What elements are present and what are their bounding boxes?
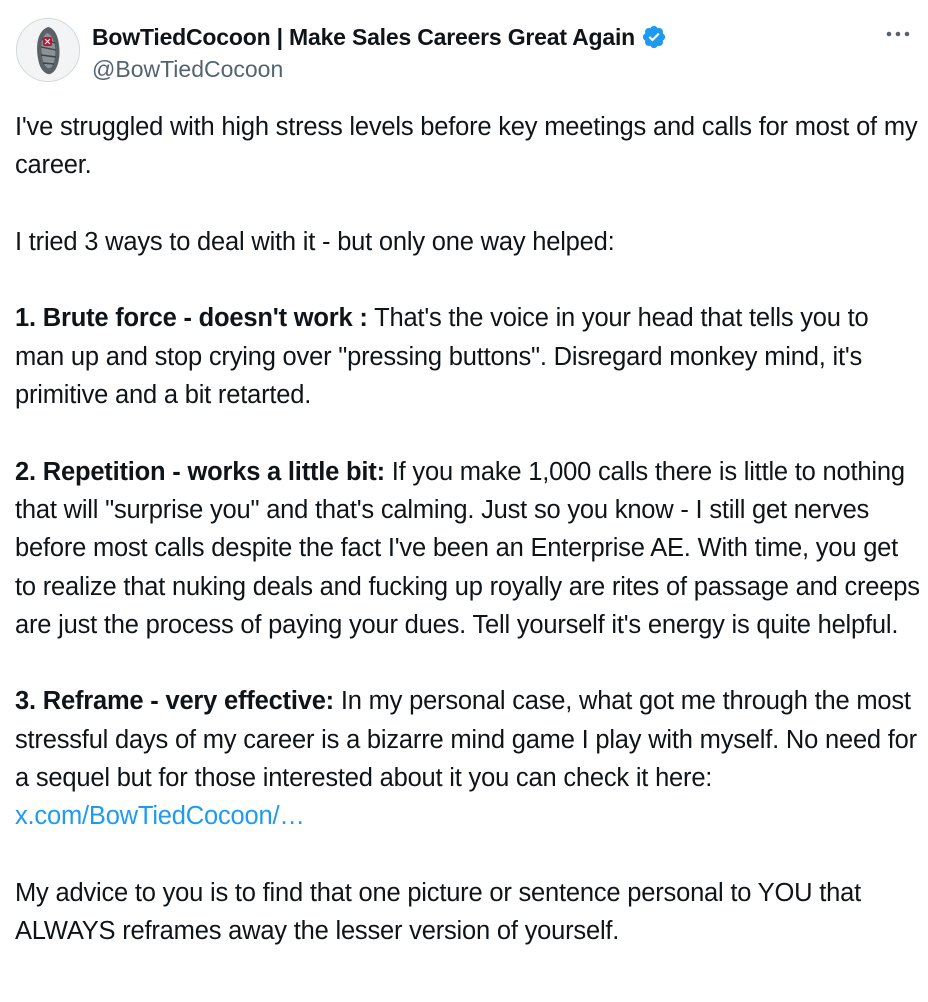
repetition-heading: 2. Repetition - works a little bit:: [15, 457, 385, 486]
profile-link[interactable]: x.com/BowTiedCocoon/…: [15, 802, 305, 831]
paragraph-advice: My advice to you is to find that one picture or sentence personal to YOU that ALWAYS reframes away the lesser version of yourself.: [15, 878, 861, 946]
more-horizontal-icon: [884, 24, 912, 44]
verified-badge-icon[interactable]: [641, 24, 667, 50]
cocoon-avatar-icon: [17, 19, 79, 81]
reframe-heading: 3. Reframe - very effective:: [15, 687, 334, 716]
reframe-text: In my personal case, what got me through the most stressful days of my career is a bizarre mind game I play with myself. No need for a sequel but for those interested about it you can check it here:: [15, 687, 917, 793]
display-name[interactable]: BowTiedCocoon | Make Sales Careers Great Again: [92, 23, 636, 50]
paragraph-repetition: [15, 453, 923, 644]
author-names: [92, 22, 667, 83]
brute-force-text: That's the voice in your head that tells you to man up and stop crying over "pressing buttons". Disregard monkey mind, it's primitive and a bit retarted.: [15, 304, 869, 410]
tweet-header: [14, 16, 914, 88]
avatar[interactable]: [16, 18, 80, 82]
author-handle[interactable]: @BowTiedCocoon: [92, 56, 284, 82]
paragraph-reframe: [15, 682, 923, 835]
more-options-button[interactable]: [884, 24, 912, 44]
brute-force-heading: 1. Brute force - doesn't work :: [15, 304, 368, 333]
tweet-text: [15, 108, 923, 951]
paragraph-brute-force: [15, 299, 923, 414]
paragraph-ways: I tried 3 ways to deal with it - but only one way helped:: [15, 227, 615, 256]
paragraph-intro: I've struggled with high stress levels before key meetings and calls for most of my career.: [15, 113, 918, 180]
repetition-text: If you make 1,000 calls there is little to nothing that will "surprise you" and that's calming. Just so you know - I still get nerves before most calls despite the fact I've been an Enterprise AE. With time, you get to realize that nuking deals and fucking up royally are rites of passage and creeps are just the process of paying your dues. Tell yourself it's energy is quite helpful.: [15, 457, 920, 639]
